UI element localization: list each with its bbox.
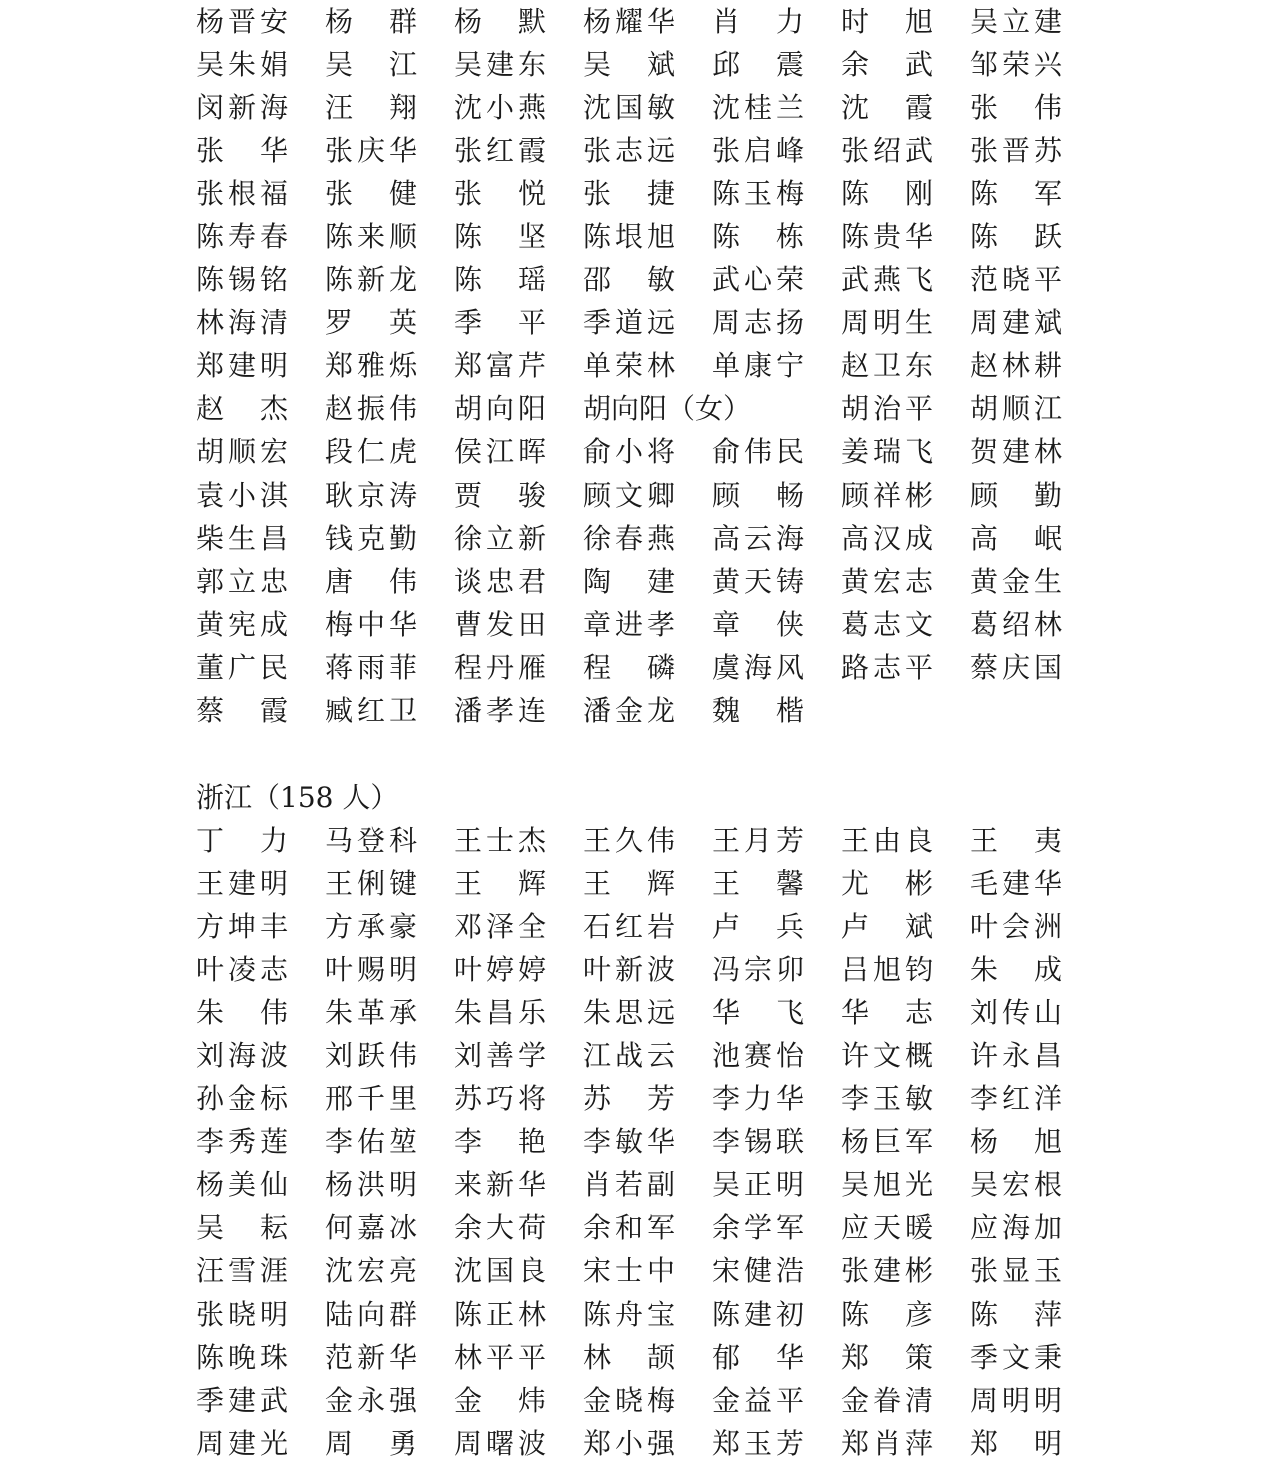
zhejiang-name-list xyxy=(196,819,1076,1465)
name-entry: 华 飞 xyxy=(712,995,804,1029)
name-entry: 朱 昌 乐 xyxy=(454,995,546,1029)
name-entry: 华 志 xyxy=(841,995,933,1029)
name-entry: 石 红 岩 xyxy=(583,909,675,943)
name-entry: 陈 新 龙 xyxy=(325,263,417,297)
name-entry: 柴 生 昌 xyxy=(196,521,288,555)
name-entry: 钱 克 勤 xyxy=(325,521,417,555)
name-entry: 陈 寿 春 xyxy=(196,220,288,254)
name-row xyxy=(196,1336,1076,1379)
name-entry: 谈 忠 君 xyxy=(454,564,546,598)
name-entry: 林 颉 xyxy=(583,1340,675,1374)
name-entry: 方 坤 丰 xyxy=(196,909,288,943)
name-entry: 侯 江 晖 xyxy=(454,435,546,469)
name-entry: 邵 敏 xyxy=(583,263,675,297)
name-entry: 金 益 平 xyxy=(712,1383,804,1417)
name-entry: 陈 舟 宝 xyxy=(583,1297,675,1331)
name-entry: 刘 海 波 xyxy=(196,1039,288,1073)
name-entry: 余 和 军 xyxy=(583,1211,675,1245)
name-entry: 金 晓 梅 xyxy=(583,1383,675,1417)
name-entry: 张 捷 xyxy=(583,176,675,210)
name-entry: 段 仁 虎 xyxy=(325,435,417,469)
name-entry: 黄 宪 成 xyxy=(196,607,288,641)
name-entry: 单 荣 林 xyxy=(583,349,675,383)
name-entry: 郁 华 xyxy=(712,1340,804,1374)
name-entry: 江 战 云 xyxy=(583,1039,675,1073)
name-entry: 朱 革 承 xyxy=(325,995,417,1029)
name-entry: 李 红 洋 xyxy=(970,1082,1062,1116)
name-entry: 徐 春 燕 xyxy=(583,521,675,555)
name-entry: 刘 善 学 xyxy=(454,1039,546,1073)
name-entry: 冯 宗 卯 xyxy=(712,952,804,986)
name-entry: 赵 振 伟 xyxy=(325,392,417,426)
name-entry: 潘 孝 连 xyxy=(454,694,546,728)
name-entry: 曹 发 田 xyxy=(454,607,546,641)
name-entry: 张 华 xyxy=(196,133,288,167)
name-entry: 罗 英 xyxy=(325,306,417,340)
name-entry: 季 平 xyxy=(454,306,546,340)
name-entry: 季 建 武 xyxy=(196,1383,288,1417)
name-row xyxy=(196,948,1076,991)
name-entry: 王 辉 xyxy=(454,866,546,900)
name-entry: 孙 金 标 xyxy=(196,1082,288,1116)
name-entry: 叶 会 洲 xyxy=(970,909,1062,943)
name-entry: 蔡 庆 国 xyxy=(970,650,1062,684)
name-entry: 许 文 概 xyxy=(841,1039,933,1073)
name-entry: 武 燕 飞 xyxy=(841,263,933,297)
name-entry: 黄 宏 志 xyxy=(841,564,933,598)
name-entry: 李 力 华 xyxy=(712,1082,804,1116)
name-entry: 胡 顺 宏 xyxy=(196,435,288,469)
name-entry: 余 大 荷 xyxy=(454,1211,546,1245)
name-entry: 丁 力 xyxy=(196,823,288,857)
name-entry: 陈 军 xyxy=(970,176,1062,210)
name-entry: 陈 垠 旭 xyxy=(583,220,675,254)
name-entry: 杨 巨 军 xyxy=(841,1125,933,1159)
name-row xyxy=(196,1034,1076,1077)
name-entry: 武 心 荣 xyxy=(712,263,804,297)
name-entry: 张 健 xyxy=(325,176,417,210)
name-entry: 林 海 清 xyxy=(196,306,288,340)
name-entry: 郑 小 强 xyxy=(583,1426,675,1460)
name-entry: 葛 志 文 xyxy=(841,607,933,641)
name-entry: 周 志 扬 xyxy=(712,306,804,340)
name-row xyxy=(196,819,1076,862)
name-entry: 王 俐 键 xyxy=(325,866,417,900)
name-entry: 张 晓 明 xyxy=(196,1297,288,1331)
name-entry: 陈 晚 珠 xyxy=(196,1340,288,1374)
name-entry: 许 永 昌 xyxy=(970,1039,1062,1073)
name-entry: 王 月 芳 xyxy=(712,823,804,857)
name-entry: 蒋 雨 菲 xyxy=(325,650,417,684)
name-entry: 季 道 远 xyxy=(583,306,675,340)
name-entry: 沈 国 敏 xyxy=(583,90,675,124)
name-entry: 张 悦 xyxy=(454,176,546,210)
name-entry: 赵 卫 东 xyxy=(841,349,933,383)
name-row xyxy=(196,43,1076,86)
name-entry: 姜 瑞 飞 xyxy=(841,435,933,469)
name-row xyxy=(196,215,1076,258)
name-entry: 苏 芳 xyxy=(583,1082,675,1116)
name-entry: 李 敏 华 xyxy=(583,1125,675,1159)
name-entry: 王 建 明 xyxy=(196,866,288,900)
zhejiang-section xyxy=(196,776,1076,1465)
name-entry: 高 云 海 xyxy=(712,521,804,555)
name-entry: 郑 雅 烁 xyxy=(325,349,417,383)
name-entry: 金 眷 清 xyxy=(841,1383,933,1417)
name-entry: 胡 向 阳 xyxy=(454,392,546,426)
name-entry: 张 伟 xyxy=(970,90,1062,124)
name-row xyxy=(196,129,1076,172)
name-entry: 张 根 福 xyxy=(196,176,288,210)
name-entry: 胡向阳（女） xyxy=(583,392,752,426)
name-row xyxy=(196,1078,1076,1121)
name-entry: 耿 京 涛 xyxy=(325,478,417,512)
name-entry: 郑 明 xyxy=(970,1426,1062,1460)
name-entry: 俞 小 将 xyxy=(583,435,675,469)
name-entry: 顾 勤 xyxy=(970,478,1062,512)
name-entry: 杨 默 xyxy=(454,4,546,38)
name-entry: 李 佑 堃 xyxy=(325,1125,417,1159)
name-entry: 陈 栋 xyxy=(712,220,804,254)
name-entry: 吴 建 东 xyxy=(454,47,546,81)
name-entry: 周 建 斌 xyxy=(970,306,1062,340)
name-entry: 余 武 xyxy=(841,47,933,81)
name-entry: 胡 顺 江 xyxy=(970,392,1062,426)
name-entry: 王 夷 xyxy=(970,823,1062,857)
name-entry: 何 嘉 冰 xyxy=(325,1211,417,1245)
name-entry: 魏 楷 xyxy=(712,694,804,728)
name-entry: 宋 健 浩 xyxy=(712,1254,804,1288)
name-entry: 陈 瑶 xyxy=(454,263,546,297)
name-entry: 邓 泽 全 xyxy=(454,909,546,943)
name-entry: 程 丹 雁 xyxy=(454,650,546,684)
name-row xyxy=(196,603,1076,646)
name-entry: 吴 旭 光 xyxy=(841,1168,933,1202)
name-row xyxy=(196,474,1076,517)
name-entry: 肖 力 xyxy=(712,4,804,38)
name-entry: 方 承 豪 xyxy=(325,909,417,943)
name-entry: 赵 林 耕 xyxy=(970,349,1062,383)
name-row xyxy=(196,1207,1076,1250)
name-entry: 吴 正 明 xyxy=(712,1168,804,1202)
name-entry: 俞 伟 民 xyxy=(712,435,804,469)
name-row xyxy=(196,86,1076,129)
name-entry: 张 启 峰 xyxy=(712,133,804,167)
name-row xyxy=(196,1379,1076,1422)
name-entry: 沈 国 良 xyxy=(454,1254,546,1288)
name-entry: 邢 千 里 xyxy=(325,1082,417,1116)
name-row xyxy=(196,0,1076,43)
name-entry: 唐 伟 xyxy=(325,564,417,598)
name-entry: 闵 新 海 xyxy=(196,90,288,124)
name-entry: 金 永 强 xyxy=(325,1383,417,1417)
name-entry: 朱 思 远 xyxy=(583,995,675,1029)
name-entry: 叶 凌 志 xyxy=(196,952,288,986)
name-entry: 林 平 平 xyxy=(454,1340,546,1374)
name-entry: 陈 玉 梅 xyxy=(712,176,804,210)
name-entry: 郑 策 xyxy=(841,1340,933,1374)
name-entry: 沈 小 燕 xyxy=(454,90,546,124)
name-entry: 张 显 玉 xyxy=(970,1254,1062,1288)
name-entry: 潘 金 龙 xyxy=(583,694,675,728)
name-entry: 蔡 霞 xyxy=(196,694,288,728)
name-entry: 胡 治 平 xyxy=(841,392,933,426)
name-entry: 周 建 光 xyxy=(196,1426,288,1460)
name-entry: 陆 向 群 xyxy=(325,1297,417,1331)
name-entry: 单 康 宁 xyxy=(712,349,804,383)
name-entry: 陈 贵 华 xyxy=(841,220,933,254)
name-entry: 王 馨 xyxy=(712,866,804,900)
name-entry: 黄 天 铸 xyxy=(712,564,804,598)
name-entry: 卢 斌 xyxy=(841,909,933,943)
name-entry: 陈 跃 xyxy=(970,220,1062,254)
name-entry: 黄 金 生 xyxy=(970,564,1062,598)
name-entry: 郑 富 芹 xyxy=(454,349,546,383)
name-entry: 叶 新 波 xyxy=(583,952,675,986)
name-entry: 周 明 明 xyxy=(970,1383,1062,1417)
name-entry: 肖 若 副 xyxy=(583,1168,675,1202)
name-entry: 来 新 华 xyxy=(454,1168,546,1202)
section-heading-zhejiang: 浙江（158 人） xyxy=(196,781,399,814)
name-row xyxy=(196,345,1076,388)
name-entry: 贾 骏 xyxy=(454,478,546,512)
name-row xyxy=(196,1164,1076,1207)
name-entry: 郑 建 明 xyxy=(196,349,288,383)
name-row xyxy=(196,388,1076,431)
name-entry: 周 勇 xyxy=(325,1426,417,1460)
name-row xyxy=(196,690,1076,733)
name-entry: 臧 红 卫 xyxy=(325,694,417,728)
name-entry: 沈 霞 xyxy=(841,90,933,124)
name-entry: 朱 成 xyxy=(970,952,1062,986)
name-entry: 陈 萍 xyxy=(970,1297,1062,1331)
name-entry: 杨 洪 明 xyxy=(325,1168,417,1202)
name-entry: 葛 绍 林 xyxy=(970,607,1062,641)
name-entry: 刘 跃 伟 xyxy=(325,1039,417,1073)
name-row xyxy=(196,560,1076,603)
name-entry: 范 晓 平 xyxy=(970,263,1062,297)
name-entry: 李 锡 联 xyxy=(712,1125,804,1159)
name-entry: 顾 畅 xyxy=(712,478,804,512)
name-entry: 吴 宏 根 xyxy=(970,1168,1062,1202)
name-entry: 郑 玉 芳 xyxy=(712,1426,804,1460)
name-entry: 高 岷 xyxy=(970,521,1062,555)
name-entry: 苏 巧 将 xyxy=(454,1082,546,1116)
name-entry: 郭 立 忠 xyxy=(196,564,288,598)
name-entry: 叶 婷 婷 xyxy=(454,952,546,986)
name-entry: 陈 来 顺 xyxy=(325,220,417,254)
name-entry: 李 艳 xyxy=(454,1125,546,1159)
name-row xyxy=(196,431,1076,474)
name-entry: 卢 兵 xyxy=(712,909,804,943)
name-entry: 章 进 孝 xyxy=(583,607,675,641)
name-row xyxy=(196,991,1076,1034)
name-entry: 李 秀 莲 xyxy=(196,1125,288,1159)
name-entry: 陈 彦 xyxy=(841,1297,933,1331)
name-entry: 张 庆 华 xyxy=(325,133,417,167)
name-row xyxy=(196,646,1076,689)
name-entry: 刘 传 山 xyxy=(970,995,1062,1029)
name-entry: 陈 建 初 xyxy=(712,1297,804,1331)
name-entry: 虞 海 风 xyxy=(712,650,804,684)
name-entry: 吴 斌 xyxy=(583,47,675,81)
name-list-continued xyxy=(196,0,1076,733)
name-entry: 沈 桂 兰 xyxy=(712,90,804,124)
name-entry: 杨 美 仙 xyxy=(196,1168,288,1202)
name-entry: 周 曙 波 xyxy=(454,1426,546,1460)
name-entry: 顾 文 卿 xyxy=(583,478,675,512)
name-entry: 宋 士 中 xyxy=(583,1254,675,1288)
name-entry: 袁 小 淇 xyxy=(196,478,288,512)
name-entry: 陈 锡 铭 xyxy=(196,263,288,297)
name-entry: 陈 刚 xyxy=(841,176,933,210)
name-entry: 董 广 民 xyxy=(196,650,288,684)
name-entry: 范 新 华 xyxy=(325,1340,417,1374)
name-entry: 沈 宏 亮 xyxy=(325,1254,417,1288)
name-entry: 余 学 军 xyxy=(712,1211,804,1245)
name-entry: 吴 耘 xyxy=(196,1211,288,1245)
name-row xyxy=(196,1250,1076,1293)
name-row xyxy=(196,1121,1076,1164)
name-entry: 张 建 彬 xyxy=(841,1254,933,1288)
name-entry: 吴 朱 娟 xyxy=(196,47,288,81)
name-entry: 朱 伟 xyxy=(196,995,288,1029)
name-entry: 杨 旭 xyxy=(970,1125,1062,1159)
name-entry: 杨 群 xyxy=(325,4,417,38)
name-row xyxy=(196,1422,1076,1465)
name-entry: 程 磷 xyxy=(583,650,675,684)
name-entry: 陈 坚 xyxy=(454,220,546,254)
name-entry: 周 明 生 xyxy=(841,306,933,340)
name-entry: 王 士 杰 xyxy=(454,823,546,857)
name-entry: 王 由 良 xyxy=(841,823,933,857)
name-entry: 吕 旭 钧 xyxy=(841,952,933,986)
name-row xyxy=(196,302,1076,345)
name-row xyxy=(196,862,1076,905)
name-entry: 应 海 加 xyxy=(970,1211,1062,1245)
name-entry: 尤 彬 xyxy=(841,866,933,900)
name-entry: 张 志 远 xyxy=(583,133,675,167)
name-entry: 顾 祥 彬 xyxy=(841,478,933,512)
name-row xyxy=(196,259,1076,302)
name-entry: 张 晋 苏 xyxy=(970,133,1062,167)
name-entry: 高 汉 成 xyxy=(841,521,933,555)
name-entry: 章 侠 xyxy=(712,607,804,641)
name-entry: 杨 耀 华 xyxy=(583,4,675,38)
name-entry: 季 文 秉 xyxy=(970,1340,1062,1374)
name-entry: 陈 正 林 xyxy=(454,1297,546,1331)
name-entry: 毛 建 华 xyxy=(970,866,1062,900)
name-entry: 李 玉 敏 xyxy=(841,1082,933,1116)
name-entry: 贺 建 林 xyxy=(970,435,1062,469)
name-entry: 杨 晋 安 xyxy=(196,4,288,38)
name-entry: 路 志 平 xyxy=(841,650,933,684)
name-entry: 汪 翔 xyxy=(325,90,417,124)
name-entry: 吴 江 xyxy=(325,47,417,81)
name-entry: 邹 荣 兴 xyxy=(970,47,1062,81)
name-entry: 吴 立 建 xyxy=(970,4,1062,38)
name-row xyxy=(196,905,1076,948)
name-entry: 时 旭 xyxy=(841,4,933,38)
name-entry: 马 登 科 xyxy=(325,823,417,857)
name-entry: 汪 雪 涯 xyxy=(196,1254,288,1288)
name-entry: 池 赛 怡 xyxy=(712,1039,804,1073)
name-entry: 徐 立 新 xyxy=(454,521,546,555)
name-entry: 梅 中 华 xyxy=(325,607,417,641)
name-entry: 王 久 伟 xyxy=(583,823,675,857)
name-row xyxy=(196,517,1076,560)
name-entry: 金 炜 xyxy=(454,1383,546,1417)
name-entry: 王 辉 xyxy=(583,866,675,900)
name-entry: 张 绍 武 xyxy=(841,133,933,167)
name-entry: 邱 震 xyxy=(712,47,804,81)
name-entry: 张 红 霞 xyxy=(454,133,546,167)
name-row xyxy=(196,172,1076,215)
name-entry: 郑 肖 萍 xyxy=(841,1426,933,1460)
name-entry: 叶 赐 明 xyxy=(325,952,417,986)
name-row xyxy=(196,1293,1076,1336)
name-entry: 陶 建 xyxy=(583,564,675,598)
name-entry: 应 天 暖 xyxy=(841,1211,933,1245)
name-entry: 赵 杰 xyxy=(196,392,288,426)
